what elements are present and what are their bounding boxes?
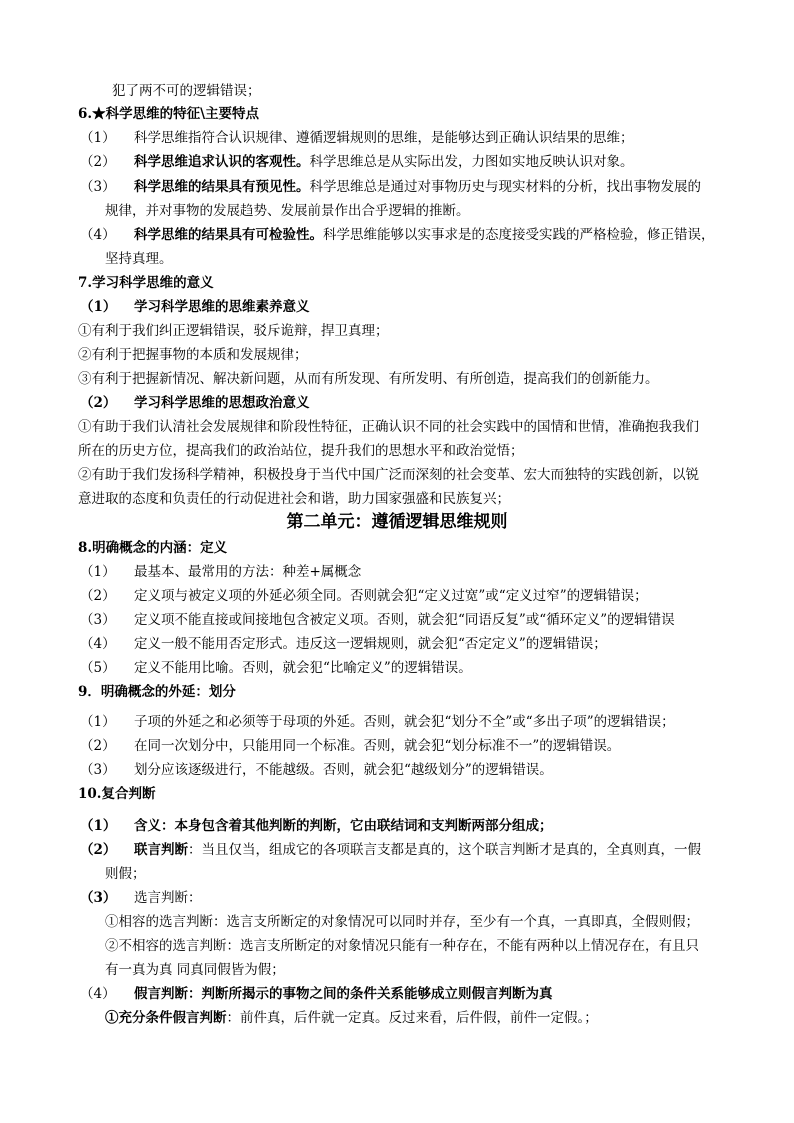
continuation-line: 犯了两不可的逻辑错误； — [112, 83, 261, 99]
list-item: ①有利于我们纠正逻辑错误，驳斥诡辩，捍卫真理； — [78, 323, 389, 339]
list-item: ②有利于把握事物的本质和发展规律； — [78, 347, 308, 363]
list-item: （2） 在同一次划分中，只能用同一个标准。否则，就会犯“划分标准不一”的逻辑错误。 — [80, 738, 621, 754]
list-item: （3） 科学思维的结果具有预见性。科学思维总是通过对事物历史与现实材料的分析，找出事物发展的 — [80, 179, 701, 195]
list-item: ①有助于我们认清社会发展规律和阶段性特征，正确认识不同的社会实践中的国情和世情，准确抱我我们 — [78, 419, 699, 435]
list-item: ①相容的选言判断：选言支所断定的对象情况可以同时并存，至少有一个真，一真即真，全假则假； — [105, 914, 699, 930]
list-item-continuation: 所在的历史方位，提高我们的政治站位，提升我们的思想水平和政治觉悟； — [78, 443, 524, 459]
list-item: （2） 科学思维追求认识的客观性。科学思维总是从实际出发，力图如实地反映认识对象。 — [80, 154, 634, 170]
list-item: ③有利于把握新情况、解决新问题，从而有所发现、有所发明、有所创造，提高我们的创新能力。 — [78, 371, 659, 387]
list-item: （3） 定义项不能直接或间接地包含被定义项。否则，就会犯“同语反复”或“循环定义”的逻辑错误 — [80, 612, 675, 628]
list-item: （2） 定义项与被定义项的外延必须全同。否则就会犯“定义过宽”或“定义过窄”的逻辑错误； — [80, 588, 648, 604]
section-heading-10: 10.复合判断 — [78, 786, 156, 802]
list-item-continuation: 规律，并对事物的发展趋势、发展前景作出合乎逻辑的推断。 — [105, 203, 470, 219]
list-item: （1） 最基本、最常用的方法：种差+属概念 — [80, 564, 362, 580]
list-item: （1） 含义：本身包含着其他判断的判断，它由联结词和支判断两部分组成； — [80, 818, 553, 834]
list-item-continuation: 意进取的态度和负责任的行动促进社会和谐，助力国家强盛和民族复兴； — [78, 491, 510, 507]
list-item-continuation: 坚持真理。 — [105, 251, 173, 267]
section-heading-7: 7.学习科学思维的意义 — [78, 275, 214, 291]
list-item-continuation: 则假； — [105, 866, 146, 882]
section-heading-9: 9．明确概念的外延：划分 — [78, 684, 236, 700]
list-item: （3） 选言判断： — [80, 890, 202, 906]
list-item: （1） 科学思维指符合认识规律、遵循逻辑规则的思维，是能够达到正确认识结果的思维； — [80, 130, 634, 146]
list-item: ②不相容的选言判断：选言支所断定的对象情况只能有一种存在，不能有两种以上情况存在，有且只 — [105, 938, 699, 954]
list-item-continuation: 有一真为真 同真同假皆为假； — [105, 962, 285, 978]
list-item: （2） 联言判断：当且仅当，组成它的各项联言支都是真的，这个联言判断才是真的，全真则真，一假 — [80, 842, 701, 858]
section-heading-6: 6.★科学思维的特征\主要特点 — [78, 106, 260, 122]
list-item: （3） 划分应该逐级进行，不能越级。否则，就会犯“越级划分”的逻辑错误。 — [80, 762, 553, 778]
sub-heading: （2） 学习科学思维的思想政治意义 — [80, 395, 310, 411]
list-item: （4） 假言判断：判断所揭示的事物之间的条件关系能够成立则假言判断为真 — [80, 986, 553, 1002]
unit-title: 第二单元：遵循逻辑思维规则 — [286, 512, 508, 532]
list-item: （1） 子项的外延之和必须等于母项的外延。否则，就会犯“划分不全”或“多出子项”的逻辑错误； — [80, 714, 675, 730]
section-heading-8: 8.明确概念的内涵：定义 — [78, 540, 228, 556]
list-item: ②有助于我们发扬科学精神，积极投身于当代中国广泛而深刻的社会变革、宏大而独特的实践创新，以锐 — [78, 467, 699, 483]
sub-heading: （1） 学习科学思维的思维素养意义 — [80, 299, 310, 315]
list-item: （4） 定义一般不能用否定形式。违反这一逻辑规则，就会犯“否定定义”的逻辑错误； — [80, 636, 607, 652]
list-item: ①充分条件假言判断：前件真，后件就一定真。反过来看，后件假，前件一定假。； — [105, 1010, 598, 1026]
list-item: （4） 科学思维的结果具有可检验性。科学思维能够以实事求是的态度接受实践的严格检验，修正错误， — [80, 227, 715, 243]
list-item: （5） 定义不能用比喻。否则，就会犯“比喻定义”的逻辑错误。 — [80, 660, 472, 676]
